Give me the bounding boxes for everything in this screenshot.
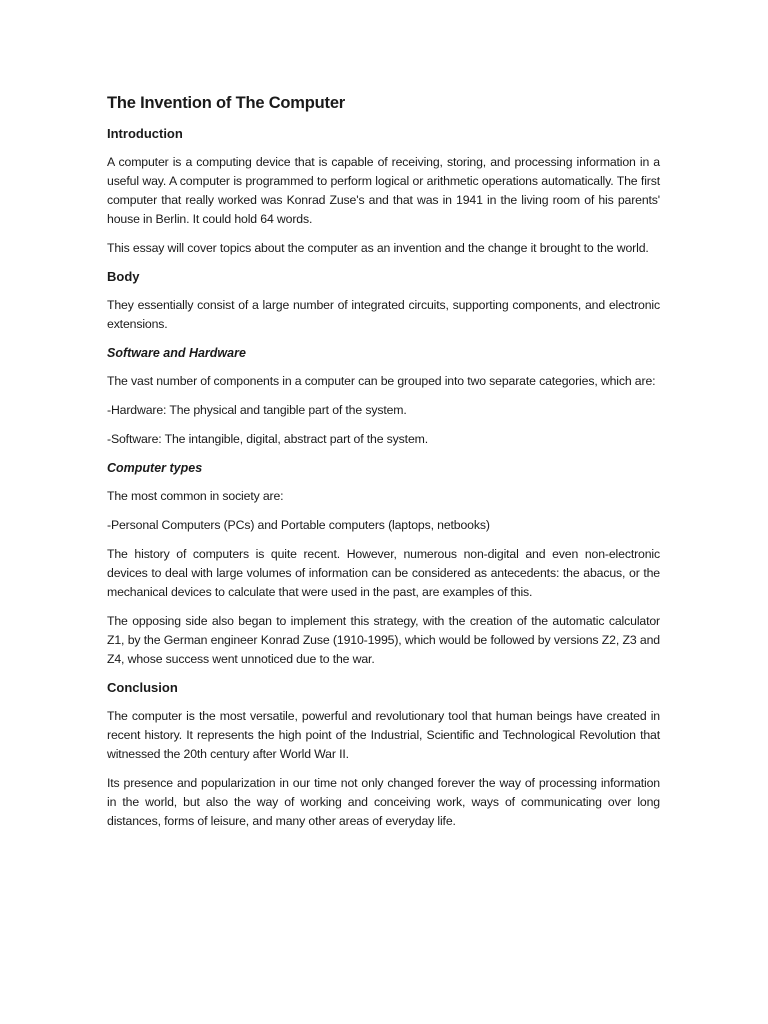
software-definition: -Software: The intangible, digital, abstract part of the system.	[107, 432, 428, 446]
zuse-paragraph: The opposing side also began to implement this strategy, with the creation of the automatic calculator Z1, by the German engineer Konrad Zuse (1910-1995), which would be followed by versions Z2, Z3 and Z4, whose success went unnoticed due to the war.	[107, 614, 660, 666]
history-paragraph: The history of computers is quite recent. However, numerous non-digital and even non-electronic devices to deal with large volumes of information can be considered as antecedents: the abacus, or the mechanical devices to calculate that were used in the past, are examples of this.	[107, 547, 660, 599]
conclusion-paragraph-2: Its presence and popularization in our time not only changed forever the way of processing information in the world, but also the way of working and conceiving work, ways of communicating over long distances, forms of leisure, and many other areas of everyday life.	[107, 776, 660, 828]
document-title: The Invention of The Computer	[107, 94, 346, 112]
introduction-heading: Introduction	[107, 126, 183, 141]
introduction-paragraph-1: A computer is a computing device that is capable of receiving, storing, and processing information in a useful way. A computer is programmed to perform logical or arithmetic operations automatically. The first computer that really worked was Konrad Zuse's and that was in 1941 in the living room of his parents' house in Berlin. It could hold 64 words.	[107, 155, 660, 226]
introduction-paragraph-2: This essay will cover topics about the computer as an invention and the change it brought to the world.	[107, 241, 649, 255]
conclusion-heading: Conclusion	[107, 680, 178, 695]
document-page	[107, 90, 660, 841]
hardware-definition: -Hardware: The physical and tangible part of the system.	[107, 403, 407, 417]
software-hardware-heading: Software and Hardware	[107, 346, 246, 360]
computer-types-intro: The most common in society are:	[107, 489, 284, 503]
computer-types-heading: Computer types	[107, 461, 203, 475]
conclusion-paragraph-1: The computer is the most versatile, powerful and revolutionary tool that human beings have created in recent history. It represents the high point of the Industrial, Scientific and Technological Revolution that witnessed the 20th century after World War II.	[107, 709, 660, 761]
software-hardware-paragraph: The vast number of components in a computer can be grouped into two separate categories, which are:	[107, 374, 656, 388]
computer-types-list-item: -Personal Computers (PCs) and Portable computers (laptops, netbooks)	[107, 518, 490, 532]
body-intro-paragraph: They essentially consist of a large number of integrated circuits, supporting components, and electronic extensions.	[107, 298, 660, 331]
body-heading: Body	[107, 269, 140, 284]
